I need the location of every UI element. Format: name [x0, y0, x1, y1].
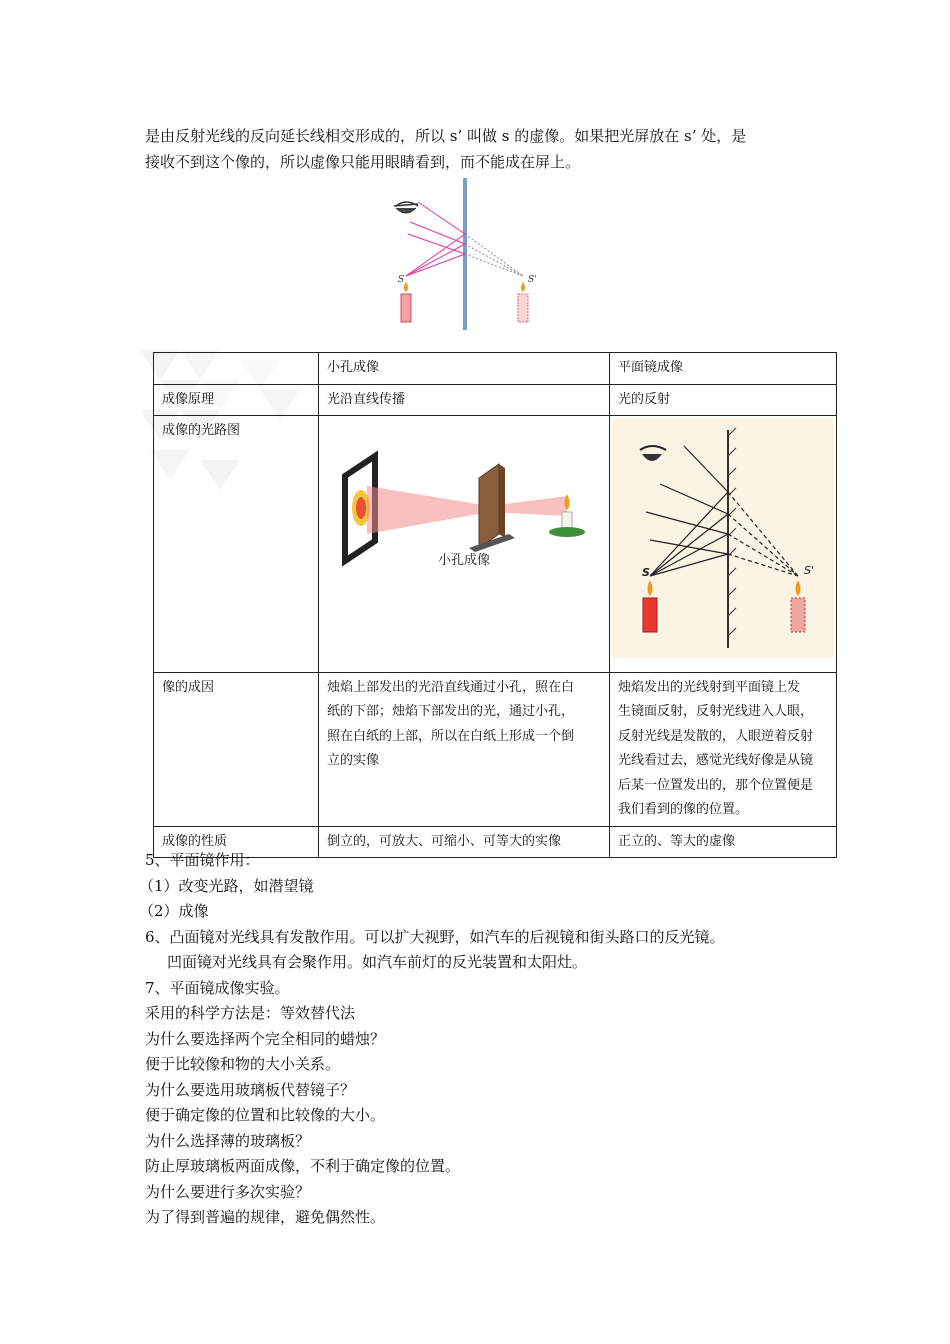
- pinhole-caption: 小孔成像: [437, 553, 491, 568]
- comparison-table: [153, 352, 837, 858]
- mirror-reflection-diagram: [380, 178, 560, 330]
- list-item: （1）改变光路，如潜望镜: [139, 876, 314, 895]
- label-s-prime: S': [528, 275, 537, 285]
- list-item: （2）成像: [139, 902, 209, 920]
- text-line: 我们看到的像的位置。: [618, 802, 749, 817]
- list-item: 6、凸面镜对光线具有发散作用。可以扩大视野，如汽车的后视镜和街头路口的反光镜。: [145, 927, 725, 946]
- label-s: S: [398, 275, 405, 285]
- text-line: 照在白纸的上部，所以在白纸上形成一个倒: [327, 728, 575, 744]
- cell-mirror-diagram: [610, 416, 837, 673]
- cell-pinhole: 光沿直线传播: [319, 384, 610, 416]
- row-label: 成像的性质: [154, 826, 319, 858]
- text-line: 烛焰上部发出的光沿直线通过小孔，照在白: [327, 679, 575, 695]
- row-label: 成像的光路图: [154, 416, 319, 673]
- text-line: 光线看过去，感觉光线好像是从镜: [618, 753, 814, 768]
- list-item: 为什么要进行多次实验？: [145, 1182, 311, 1201]
- mirror-diagram: [610, 416, 836, 662]
- list-item: 为什么要选择两个完全相同的蜡烛？: [145, 1029, 386, 1048]
- candle-image: [518, 282, 528, 322]
- notes-list: [139, 848, 725, 1231]
- text-line: 后某一位置发出的，那个位置便是: [618, 777, 814, 793]
- text-line: 纸的下部；烛焰下部发出的光，通过小孔，: [327, 704, 575, 719]
- text-line: 立的实像: [327, 753, 380, 768]
- cell-mirror-cause: [610, 672, 837, 826]
- list-item: 7、平面镜成像实验。: [145, 978, 290, 997]
- cell-pinhole-diagram: [319, 416, 610, 673]
- text-line: 生镜面反射，反射光线进入人眼，: [618, 704, 814, 719]
- header-mirror: 平面镜成像: [610, 353, 837, 385]
- intro-line-2: 接收不到这个像的，所以虚像只能用眼睛看到，而不能成在屏上。: [145, 153, 581, 171]
- row-label: 成像原理: [154, 384, 319, 416]
- list-item: 防止厚玻璃板两面成像，不利于确定像的位置。: [145, 1157, 461, 1175]
- pinhole-diagram: [319, 416, 609, 662]
- text-line: 烛焰发出的光线射到平面镜上发: [618, 679, 801, 695]
- cell-pinhole-nature: 倒立的，可放大、可缩小、可等大的实像: [319, 826, 610, 858]
- cell-mirror-nature: 正立的、等大的虚像: [610, 826, 837, 858]
- list-item: 为什么选择薄的玻璃板？: [145, 1131, 311, 1150]
- list-item: 为了得到普遍的规律，避免偶然性。: [145, 1208, 386, 1226]
- cell-pinhole-cause: [319, 672, 610, 826]
- list-item: 采用的科学方法是：等效替代法: [145, 1004, 356, 1022]
- eye-icon: [394, 202, 418, 213]
- intro-line-1: 是由反射光线的反向延长线相交形成的，所以 s’ 叫做 s 的虚像。如果把光屏放在 s’ 处，是: [145, 127, 747, 145]
- candle-real: [401, 282, 411, 322]
- list-item: 凹面镜对光线具有会聚作用。如汽车前灯的反光装置和太阳灶。: [167, 953, 588, 971]
- mirror-label-s: S: [642, 566, 650, 579]
- mirror-label-s-prime: S': [804, 564, 815, 577]
- text-line: 反射光线是发散的，人眼逆着反射: [618, 728, 814, 744]
- list-item: 为什么要选用玻璃板代替镜子？: [145, 1080, 356, 1099]
- cell-mirror: 光的反射: [610, 384, 837, 416]
- list-item: 便于确定像的位置和比较像的大小。: [145, 1106, 386, 1124]
- row-label: 像的成因: [154, 672, 319, 826]
- list-item: 5、平面镜作用：: [145, 851, 260, 869]
- list-item: 便于比较像和物的大小关系。: [145, 1055, 341, 1073]
- header-pinhole: 小孔成像: [319, 353, 610, 385]
- header-empty: [154, 353, 319, 385]
